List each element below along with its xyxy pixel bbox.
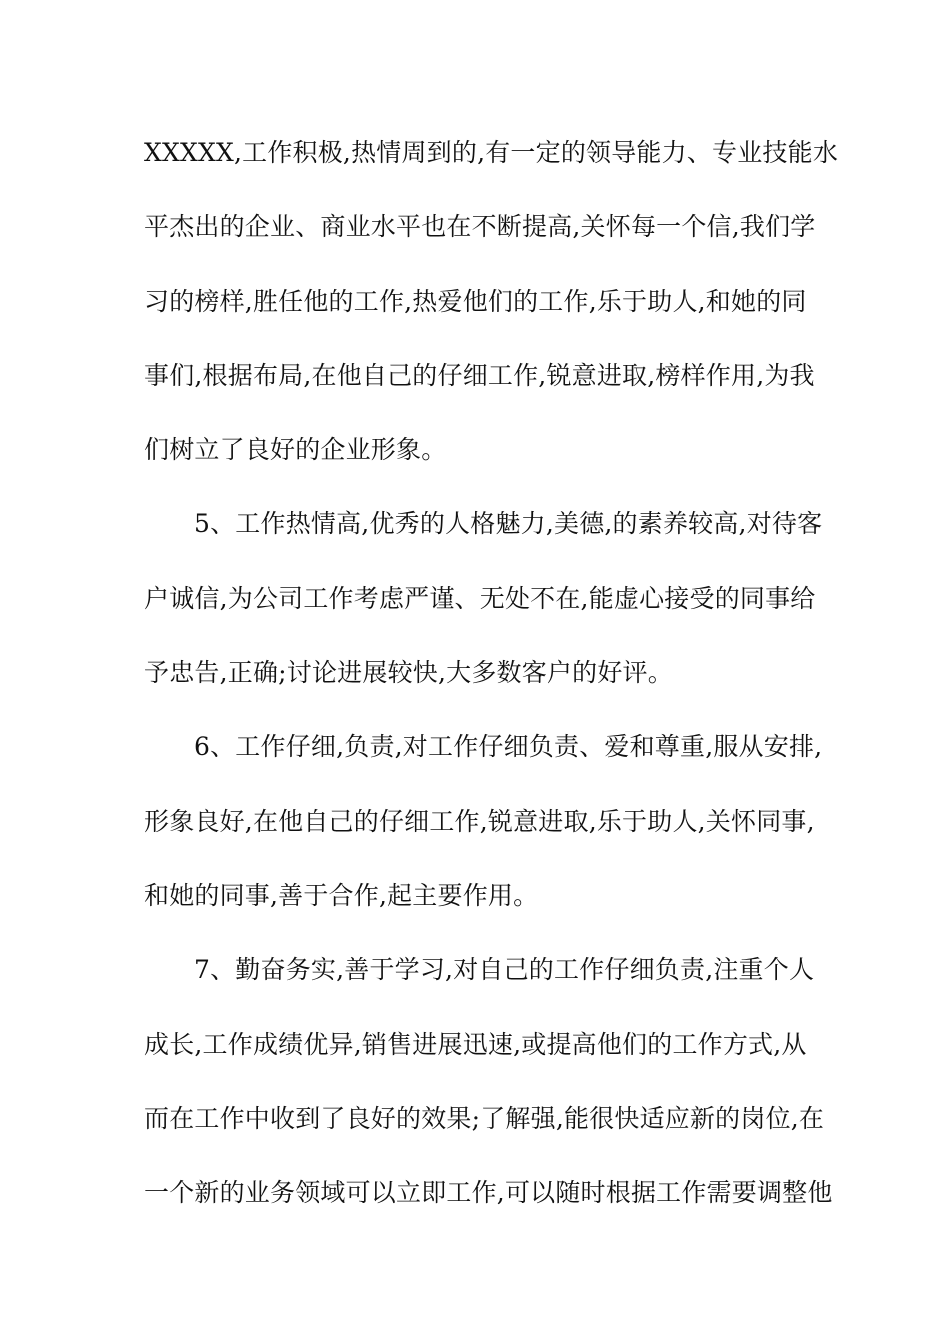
text-line: 予忠告,正确;讨论进展较快,大多数客户的好评。 xyxy=(144,658,673,688)
text-line: 平杰出的企业、商业水平也在不断提高,关怀每一个信,我们学 xyxy=(144,212,816,242)
text-line: 而在工作中收到了良好的效果;了解强,能很快适应新的岗位,在 xyxy=(144,1103,825,1133)
text-line: 成长,工作成绩优异,销售进展迅速,或提高他们的工作方式,从 xyxy=(144,1029,807,1059)
text-line: XXXXX,工作积极,热情周到的,有一定的领导能力、专业技能水 xyxy=(144,138,839,167)
text-line: 一个新的业务领域可以立即工作,可以随时根据工作需要调整他 xyxy=(144,1178,833,1208)
text-line: 习的榜样,胜任他的工作,热爱他们的工作,乐于助人,和她的同 xyxy=(144,286,807,316)
text-line: 户诚信,为公司工作考虑严谨、无处不在,能虚心接受的同事给 xyxy=(144,583,816,613)
paragraph-5-start: 5、工作热情高,优秀的人格魅力,美德,的素养较高,对待客 xyxy=(194,509,823,539)
text-line: 和她的同事,善于合作,起主要作用。 xyxy=(144,880,539,910)
paragraph-6-start: 6、工作仔细,负责,对工作仔细负责、爱和尊重,服从安排, xyxy=(194,732,823,762)
text-line: 事们,根据布局,在他自己的仔细工作,锐意进取,榜样作用,为我 xyxy=(144,360,815,390)
text-line: 们树立了良好的企业形象。 xyxy=(144,435,447,465)
document-body xyxy=(144,128,839,1242)
text-line: 形象良好,在他自己的仔细工作,锐意进取,乐于助人,关怀同事, xyxy=(144,806,815,836)
paragraph-7-start: 7、勤奋务实,善于学习,对自己的工作仔细负责,注重个人 xyxy=(194,955,815,985)
